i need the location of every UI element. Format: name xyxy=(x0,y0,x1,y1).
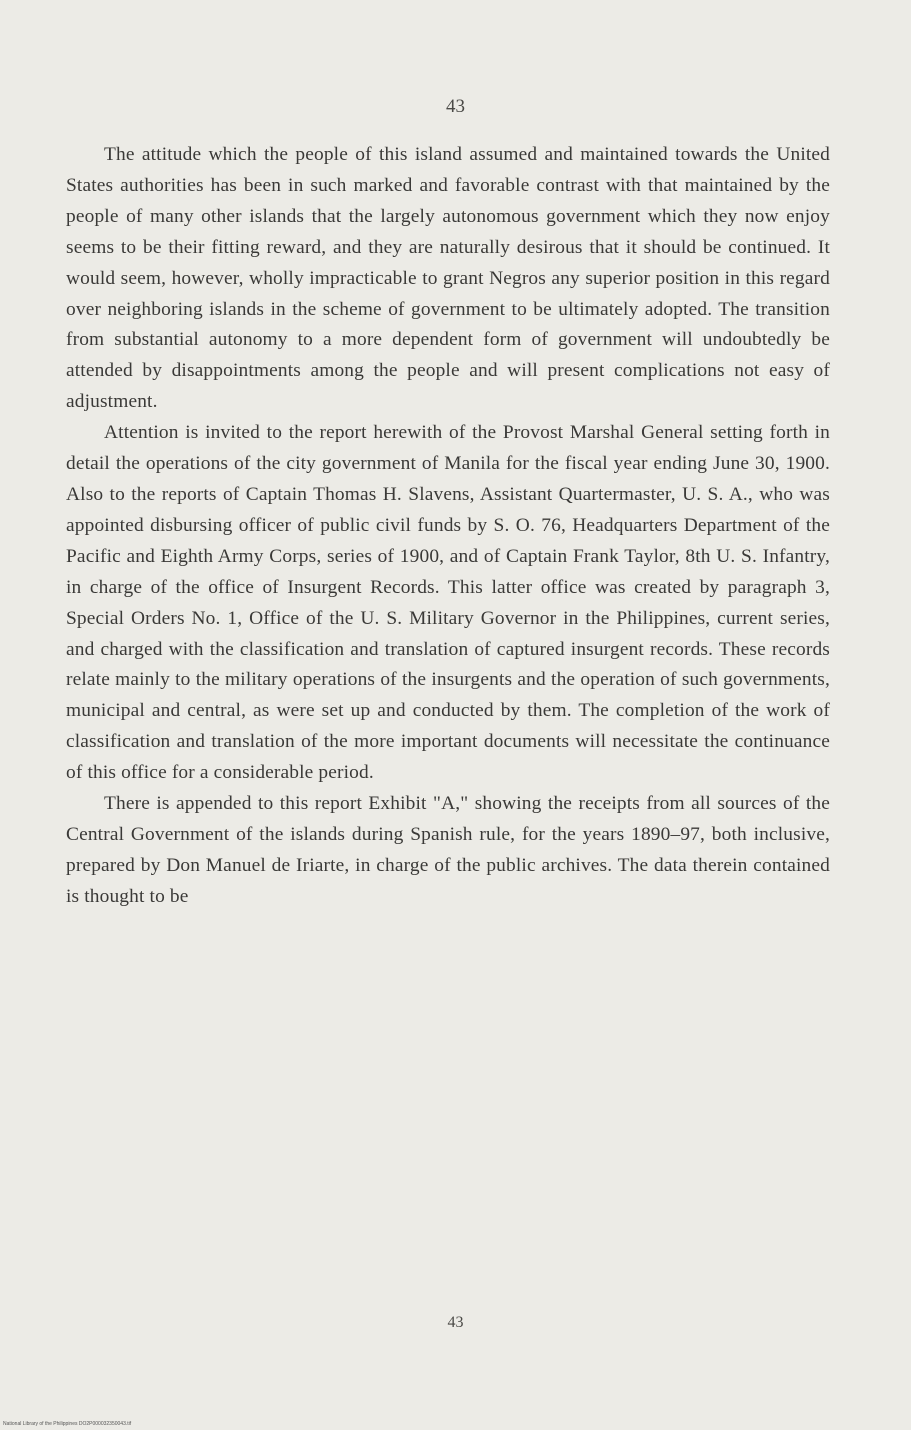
scan-imprint: National Library of the Philippines DO2P000032350043.tif xyxy=(3,1421,132,1427)
paragraph-exhibit-a: There is appended to this report Exhibit "A," showing the receipts from all sources of the Central Government of the islands during Spanish rule, for the years 1890–97, both inclusive, prepared by Don Manuel de Iriarte, in charge of the public archives. The data therein contained is thought to be xyxy=(66,793,830,907)
page-number-bottom: 43 xyxy=(447,1314,464,1331)
paragraph-reports: Attention is invited to the report herewith of the Provost Marshal General setting forth in detail the operations of the city government of Manila for the fiscal year ending June 30, 1900. Also to the reports of Captain Thomas H. Slavens, Assistant Quartermaster, U. S. A., who was appointed disbursing officer of public civil funds by S. O. 76, Headquarters Department of the Pacific and Eighth Army Corps, series of 1900, and of Captain Frank Taylor, 8th U. S. Infantry, in charge of the office of Insurgent Records. This latter office was created by paragraph 3, Special Orders No. 1, Office of the U. S. Military Governor in the Philippines, current series, and charged with the classification and translation of captured insurgent records. These records relate mainly to the military operations of the insurgents and the operation of such governments, municipal and central, as were set up and conducted by them. The completion of the work of classification and translation of the more important documents will necessitate the continuance of this office for a considerable period. xyxy=(66,422,830,784)
body-text xyxy=(66,140,830,913)
page-number-top: 43 xyxy=(446,96,465,117)
paragraph-negros: The attitude which the people of this island assumed and maintained towards the United States authorities has been in such marked and favorable contrast with that maintained by the people of many other islands that the largely autonomous government which they now enjoy seems to be their fitting reward, and they are naturally desirous that it should be continued. It would seem, however, wholly impracticable to grant Negros any superior position in this regard over neighboring islands in the scheme of government to be ultimately adopted. The transition from substantial autonomy to a more dependent form of government will undoubtedly be attended by disappointments among the people and will present complications not easy of adjustment. xyxy=(66,144,830,413)
